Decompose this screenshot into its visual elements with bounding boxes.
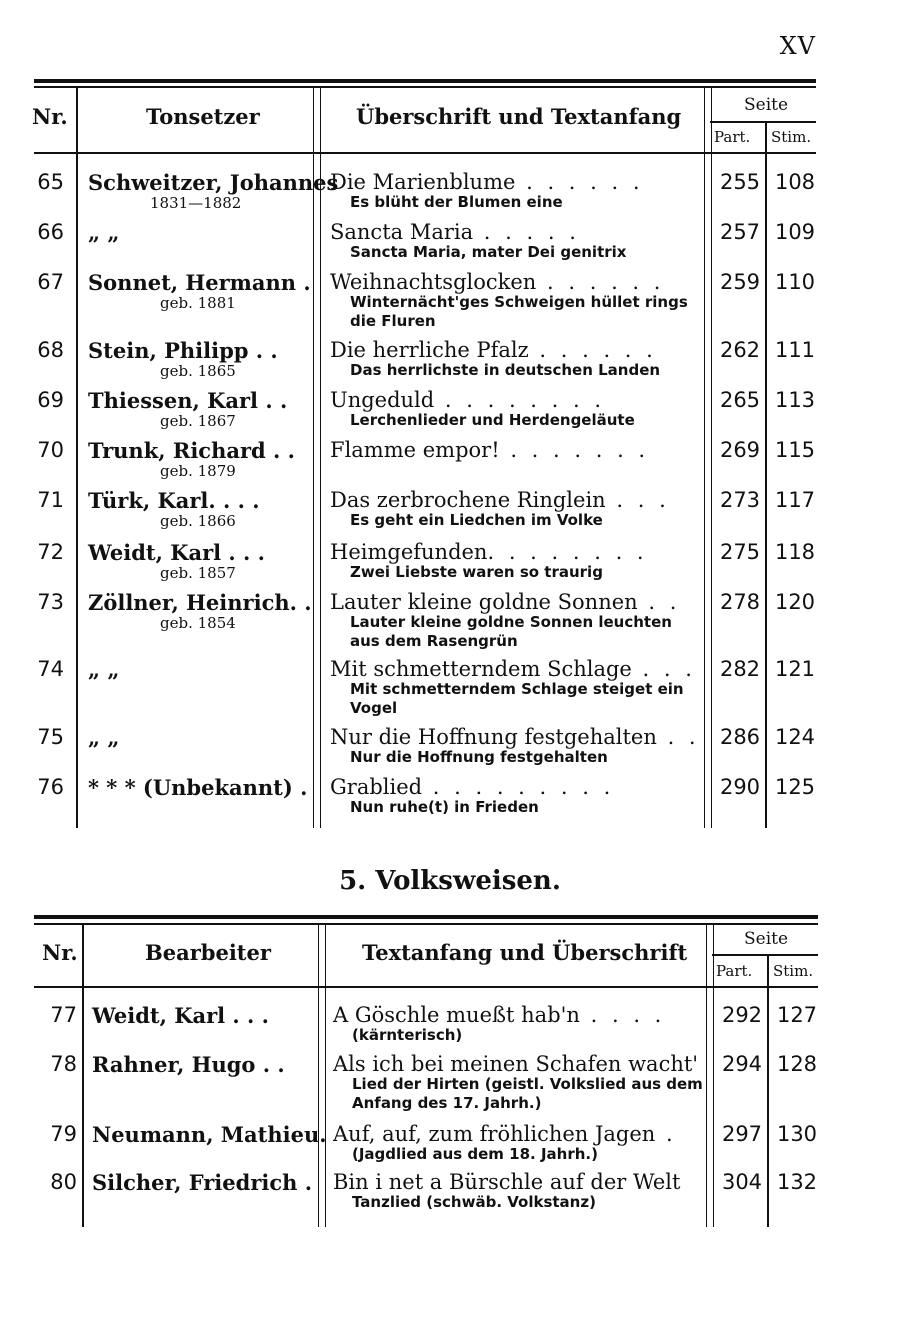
song-title-text: A Göschle mueßt hab'n	[333, 1003, 580, 1027]
table2-col-divider	[706, 923, 714, 1227]
page-stimmen: 110	[774, 270, 816, 294]
page-stimmen: 124	[774, 725, 816, 749]
arranger-name: Rahner, Hugo . .	[92, 1052, 285, 1077]
composer-dates: geb. 1866	[160, 512, 236, 530]
row-number: 73	[37, 590, 64, 614]
page-stimmen: 132	[776, 1170, 818, 1194]
table2-header-rule	[34, 986, 818, 988]
text-incipit: Es geht ein Liedchen im Volke	[350, 511, 603, 529]
page-partitur: 262	[719, 338, 761, 362]
composer-name: „ „	[88, 220, 120, 245]
row-number: 71	[37, 488, 64, 512]
table1-header-part: Part.	[714, 128, 751, 146]
page-partitur: 278	[719, 590, 761, 614]
page-stimmen: 118	[774, 540, 816, 564]
row-number: 75	[37, 725, 64, 749]
table1-header-stim: Stim.	[771, 128, 812, 146]
row-number: 79	[50, 1122, 77, 1146]
row-number: 72	[37, 540, 64, 564]
row-number: 77	[50, 1003, 77, 1027]
row-number: 68	[37, 338, 64, 362]
leader-dots: . . . . .	[473, 220, 580, 244]
table1-header-nr: Nr.	[32, 104, 68, 129]
leader-dots: . . . .	[579, 1003, 666, 1027]
page-stimmen: 111	[774, 338, 816, 362]
page-partitur: 275	[719, 540, 761, 564]
song-title-text: Heimgefunden	[330, 540, 488, 564]
page-partitur: 304	[721, 1170, 763, 1194]
arranger-name: Silcher, Friedrich .	[92, 1170, 313, 1195]
leader-dots: . . . . . . . .	[487, 540, 648, 564]
song-title-text: Auf, auf, zum fröhlichen Jagen	[333, 1122, 656, 1146]
leader-dots: . .	[656, 725, 700, 749]
table1-top-rule	[34, 79, 816, 83]
table2-header-seite: Seite	[744, 929, 789, 949]
song-title-text: Mit schmetterndem Schlage	[330, 657, 632, 681]
row-number: 74	[37, 657, 64, 681]
row-number: 67	[37, 270, 64, 294]
page-partitur: 286	[719, 725, 761, 749]
composer-dates: geb. 1879	[160, 462, 236, 480]
table2-header-title: Textanfang und Überschrift	[362, 940, 688, 965]
table2-col-divider	[767, 954, 769, 1227]
song-title	[330, 388, 702, 412]
song-title	[330, 775, 702, 799]
page-stimmen: 120	[774, 590, 816, 614]
page-partitur: 294	[721, 1052, 763, 1076]
page-stimmen: 128	[776, 1052, 818, 1076]
table2-top-rule	[34, 915, 818, 919]
section-title: 5. Volksweisen.	[339, 866, 561, 896]
leader-dots: . . . . . .	[536, 270, 665, 294]
page-partitur: 259	[719, 270, 761, 294]
composer-name: „ „	[88, 657, 120, 682]
page-partitur: 255	[719, 170, 761, 194]
song-title	[333, 1052, 705, 1076]
text-incipit: Nur die Hoffnung festgehalten	[350, 748, 608, 766]
leader-dots: . . . . . . . .	[434, 388, 606, 412]
text-incipit: Es blüht der Blumen eine	[350, 193, 563, 211]
composer-dates: geb. 1881	[160, 294, 236, 312]
table1-col-divider	[313, 86, 321, 828]
leader-dots: .	[655, 1122, 677, 1146]
song-title	[333, 1122, 705, 1146]
table1-col-divider	[76, 86, 78, 828]
page-partitur: 292	[721, 1003, 763, 1027]
table1-header-rule	[34, 152, 816, 154]
row-number: 70	[37, 438, 64, 462]
composer-dates: geb. 1865	[160, 362, 236, 380]
row-number: 76	[37, 775, 64, 799]
song-title	[330, 725, 702, 749]
composer-name: Türk, Karl. . . .	[88, 488, 260, 513]
arranger-name: Neumann, Mathieu.	[92, 1122, 327, 1147]
table2-header-nr: Nr.	[42, 940, 78, 965]
table2-seite-rule	[712, 954, 818, 956]
song-title	[330, 438, 702, 462]
page-partitur: 265	[719, 388, 761, 412]
table1-header-composer: Tonsetzer	[146, 104, 260, 129]
page-partitur: 297	[721, 1122, 763, 1146]
composer-name: * * * (Unbekannt) .	[88, 775, 308, 800]
song-title	[330, 657, 702, 681]
text-incipit: Winternächt'ges Schweigen hüllet rings die Fluren	[350, 293, 688, 330]
song-title-text: Lauter kleine goldne Sonnen	[330, 590, 638, 614]
table1-col-divider	[704, 86, 712, 828]
composer-dates: geb. 1867	[160, 412, 236, 430]
row-number: 65	[37, 170, 64, 194]
table2-header-arranger: Bearbeiter	[145, 940, 271, 965]
text-incipit: Lauter kleine goldne Sonnen leuchten aus dem Rasengrün	[350, 613, 672, 650]
song-title	[330, 488, 702, 512]
song-title	[330, 540, 702, 564]
composer-name: „ „	[88, 725, 120, 750]
composer-dates: geb. 1857	[160, 564, 236, 582]
song-title-text: Als ich bei meinen Schafen wacht'	[333, 1052, 699, 1076]
text-incipit: Sancta Maria, mater Dei genitrix	[350, 243, 627, 261]
song-title-text: Nur die Hoffnung festgehalten	[330, 725, 657, 749]
composer-name: Sonnet, Hermann .	[88, 270, 311, 295]
row-number: 78	[50, 1052, 77, 1076]
text-incipit: Nun ruhe(t) in Frieden	[350, 798, 539, 816]
song-title-text: Flamme empor!	[330, 438, 500, 462]
song-title-text: Bin i net a Bürschle auf der Welt	[333, 1170, 681, 1194]
row-number: 66	[37, 220, 64, 244]
page-stimmen: 130	[776, 1122, 818, 1146]
composer-name: Weidt, Karl . . .	[88, 540, 265, 565]
row-number: 80	[50, 1170, 77, 1194]
song-title	[330, 590, 702, 614]
song-title	[330, 220, 702, 244]
song-title	[333, 1003, 705, 1027]
page-stimmen: 127	[776, 1003, 818, 1027]
page-stimmen: 125	[774, 775, 816, 799]
leader-dots: . . .	[631, 657, 696, 681]
leader-dots: . . . . . .	[515, 170, 644, 194]
text-incipit: Das herrlichste in deutschen Landen	[350, 361, 661, 379]
page-stimmen: 117	[774, 488, 816, 512]
table1-seite-rule	[710, 121, 816, 123]
leader-dots: . . . . . . . . .	[422, 775, 615, 799]
song-title-text: Das zerbrochene Ringlein	[330, 488, 606, 512]
text-incipit: Mit schmetterndem Schlage steiget ein Vogel	[350, 680, 684, 717]
text-incipit: (Jagdlied aus dem 18. Jahrh.)	[352, 1145, 598, 1163]
text-incipit: Lerchenlieder und Herdengeläute	[350, 411, 635, 429]
page-stimmen: 108	[774, 170, 816, 194]
song-title	[333, 1170, 705, 1194]
song-title-text: Die herrliche Pfalz	[330, 338, 529, 362]
song-title-text: Grablied	[330, 775, 423, 799]
text-incipit: Lied der Hirten (geistl. Volkslied aus dem Anfang des 17. Jahrh.)	[352, 1075, 703, 1112]
page-partitur: 257	[719, 220, 761, 244]
song-title	[330, 170, 702, 194]
composer-name: Schweitzer, Johannes	[88, 170, 339, 195]
page-partitur: 269	[719, 438, 761, 462]
text-incipit: Zwei Liebste waren so traurig	[350, 563, 603, 581]
text-incipit: Tanzlied (schwäb. Volkstanz)	[352, 1193, 596, 1211]
composer-name: Thiessen, Karl . .	[88, 388, 288, 413]
song-title	[330, 338, 702, 362]
page-stimmen: 121	[774, 657, 816, 681]
table2-header-stim: Stim.	[773, 962, 814, 980]
composer-dates: 1831—1882	[150, 194, 242, 212]
table1-header-title: Überschrift und Textanfang	[356, 104, 682, 129]
row-number: 69	[37, 388, 64, 412]
song-title-text: Die Marienblume	[330, 170, 516, 194]
table2-header-part: Part.	[716, 962, 753, 980]
leader-dots: . .	[637, 590, 681, 614]
page-stimmen: 109	[774, 220, 816, 244]
composer-dates: geb. 1854	[160, 614, 236, 632]
table1-header-seite: Seite	[744, 95, 789, 115]
page-stimmen: 115	[774, 438, 816, 462]
composer-name: Stein, Philipp . .	[88, 338, 278, 363]
page-partitur: 273	[719, 488, 761, 512]
page-partitur: 282	[719, 657, 761, 681]
composer-name: Zöllner, Heinrich. .	[88, 590, 312, 615]
table2-col-divider	[82, 923, 84, 1227]
table2-col-divider	[318, 923, 326, 1227]
song-title	[330, 270, 702, 294]
arranger-name: Weidt, Karl . . .	[92, 1003, 269, 1028]
table1-col-divider	[765, 121, 767, 828]
table2-top-rule-thin	[34, 923, 818, 925]
page-number: XV	[779, 32, 816, 60]
leader-dots: . . . . . .	[528, 338, 657, 362]
leader-dots: . . .	[605, 488, 670, 512]
song-title-text: Sancta Maria	[330, 220, 474, 244]
page-partitur: 290	[719, 775, 761, 799]
song-title-text: Ungeduld	[330, 388, 435, 412]
song-title-text: Weihnachtsglocken	[330, 270, 537, 294]
composer-name: Trunk, Richard . .	[88, 438, 295, 463]
leader-dots: . . . . . . .	[499, 438, 650, 462]
text-incipit: (kärnterisch)	[352, 1026, 463, 1044]
table1-top-rule-thin	[34, 86, 816, 88]
page-stimmen: 113	[774, 388, 816, 412]
